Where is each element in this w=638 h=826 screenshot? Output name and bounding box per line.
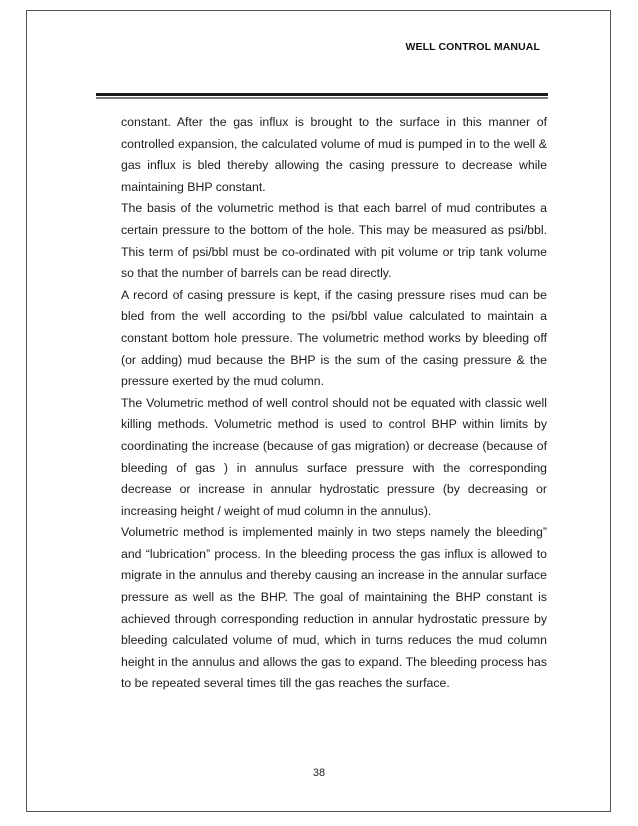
header-rule — [96, 93, 548, 96]
header-rule-shadow — [96, 97, 548, 99]
running-header: WELL CONTROL MANUAL — [405, 41, 540, 53]
page-number: 38 — [312, 767, 326, 779]
paragraph: Volumetric method is implemented mainly in two steps namely the bleeding” and “lubrication” process. In the bleeding process the gas influx is allowed to migrate in the annulus and thereby causing an increase in the annular surface pressure as well as the BHP. The goal of maintaining the BHP constant is achieved through corresponding reduction in annular hydrostatic pressure by bleeding calculated volume of mud, which in turns reduces the mud column height in the annulus and allows the gas to expand. The bleeding process has to be repeated several times till the gas reaches the surface. — [121, 525, 547, 691]
paragraph: A record of casing pressure is kept, if the casing pressure rises mud can be bled from the well according to the psi/bbl value calculated to maintain a constant bottom hole pressure. The volumetric method works by bleeding off (or adding) mud because the BHP is the sum of the casing pressure & the pressure exerted by the mud column. — [121, 287, 547, 389]
paragraph: constant. After the gas influx is brought to the surface in this manner of controlled expansion, the calculated volume of mud is pumped in to the well & gas influx is bled thereby allowing the casing pressure to decrease while maintaining BHP constant. — [121, 115, 547, 194]
body-text — [121, 112, 547, 695]
paragraph: The Volumetric method of well control should not be equated with classic well killing methods. Volumetric method is used to control BHP within limits by coordinating the increase (because of gas migration) or decrease (because of bleeding of gas ) in annulus surface pressure with the corresponding decrease or increase in annular hydrostatic pressure (by decreasing or increasing height / weight of mud column in the annulus). — [121, 395, 547, 518]
paragraph: The basis of the volumetric method is that each barrel of mud contributes a certain pressure to the bottom of the hole. This may be measured as psi/bbl. This term of psi/bbl must be co-ordinated with pit volume or trip tank volume so that the number of barrels can be read directly. — [121, 201, 547, 281]
